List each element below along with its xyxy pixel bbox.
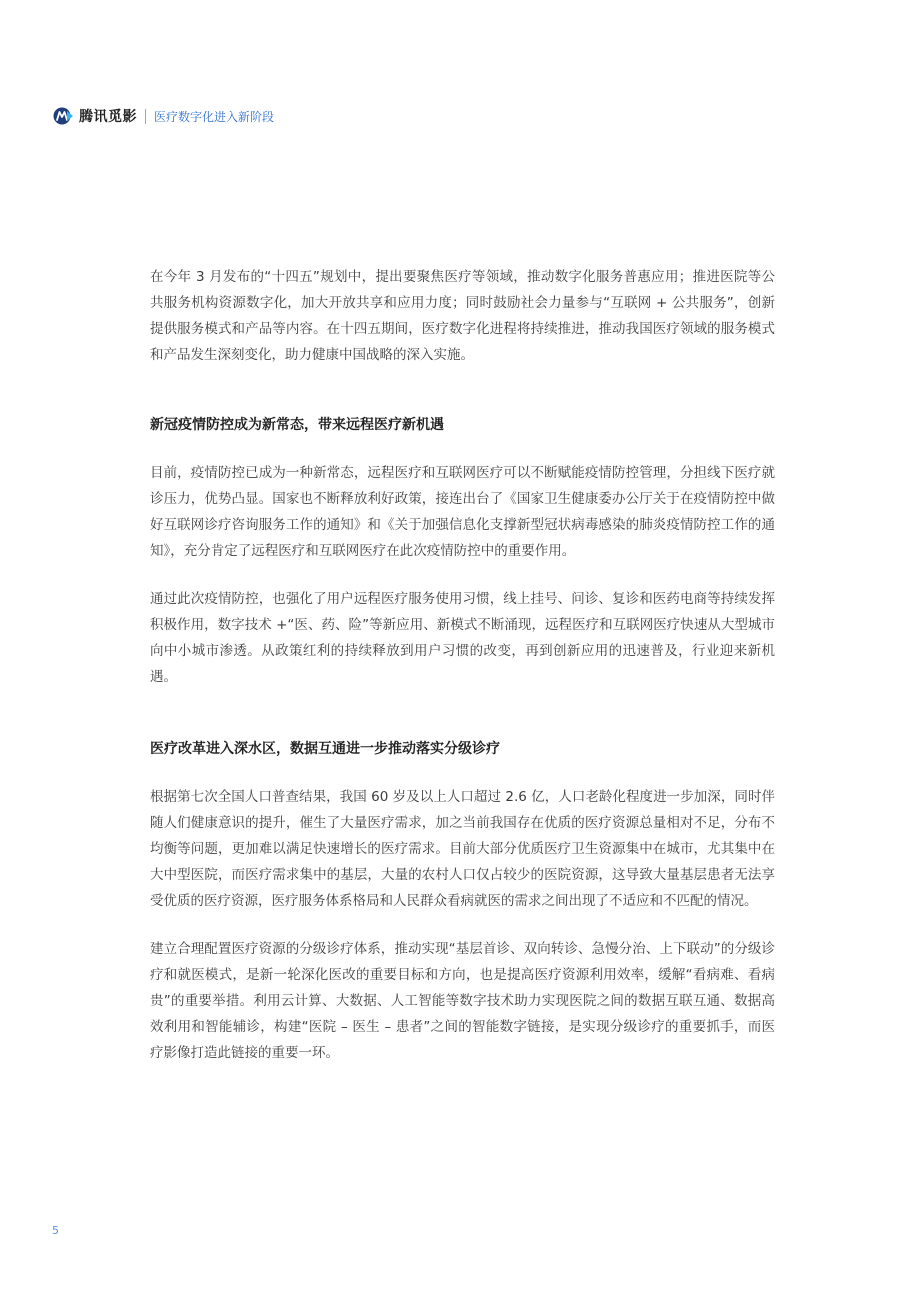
intro-paragraph: 在今年 3 月发布的“十四五”规划中，提出要聚焦医疗等领域，推动数字化服务普惠应用；推进医院等公共服务机构资源数字化，加大开放共享和应用力度；同时鼓励社会力量参与“互联网 + 公共服务”，创新提供服务模式和产品等内容。在十四五期间，医疗数字化进程将持续推进，推动我国医疗领域的服务模式和产品发生深刻变化，助力健康中国战略的深入实施。 [150,269,775,363]
page-header [53,105,274,127]
covid-section-heading: 新冠疫情防控成为新常态，带来远程医疗新机遇 [150,417,444,433]
reform-paragraph-2: 建立合理配置医疗资源的分级诊疗体系，推动实现“基层首诊、双向转诊、急慢分治、上下联动”的分级诊疗和就医模式，是新一轮深化医改的重要目标和方向，也是提高医疗资源利用效率，缓解“看病难、看病贵”的重要举措。利用云计算、大数据、人工智能等数字技术助力实现医院之间的数据互联互通、数据高效利用和智能辅诊，构建“医院 – 医生 – 患者”之间的智能数字链接，是实现分级诊疗的重要抓手，而医疗影像打造此链接的重要一环。 [150,941,775,1061]
reform-paragraph-1: 根据第七次全国人口普查结果，我国 60 岁及以上人口超过 2.6 亿，人口老龄化程度进一步加深，同时伴随人们健康意识的提升，催生了大量医疗需求，加之当前我国存在优质的医疗资源总量相对不足，分布不均衡等问题，更加难以满足快速增长的医疗需求。目前大部分优质医疗卫生资源集中在城市，尤其集中在大中型医院，而医疗需求集中的基层，大量的农村人口仅占较少的医院资源，这导致大量基层患者无法享受优质的医疗资源，医疗服务体系格局和人民群众看病就医的需求之间出现了不适应和不匹配的情况。 [150,789,775,909]
page-number: 5 [52,1224,59,1237]
header-divider [145,109,146,124]
covid-paragraph-2: 通过此次疫情防控，也强化了用户远程医疗服务使用习惯，线上挂号、问诊、复诊和医药电商等持续发挥积极作用，数字技术 +“医、药、险”等新应用、新模式不断涌现，远程医疗和互联网医疗快速从大型城市向中小城市渗透。从政策红利的持续释放到用户习惯的改变，再到创新应用的迅速普及，行业迎来新机遇。 [150,591,775,685]
header-section-title: 医疗数字化进入新阶段 [154,109,275,124]
tencent-miying-logo-icon [53,106,75,126]
covid-paragraph-1: 目前，疫情防控已成为一种新常态，远程医疗和互联网医疗可以不断赋能疫情防控管理，分担线下医疗就诊压力，优势凸显。国家也不断释放利好政策，接连出台了《国家卫生健康委办公厅关于在疫情防控中做好互联网诊疗咨询服务工作的通知》和《关于加强信息化支撑新型冠状病毒感染的肺炎疫情防控工作的通知》，充分肯定了远程医疗和互联网医疗在此次疫情防控中的重要作用。 [150,465,775,559]
reform-section-heading: 医疗改革进入深水区，数据互通进一步推动落实分级诊疗 [150,741,500,757]
page-body [150,264,775,1066]
brand-name: 腾讯觅影 [79,109,137,125]
